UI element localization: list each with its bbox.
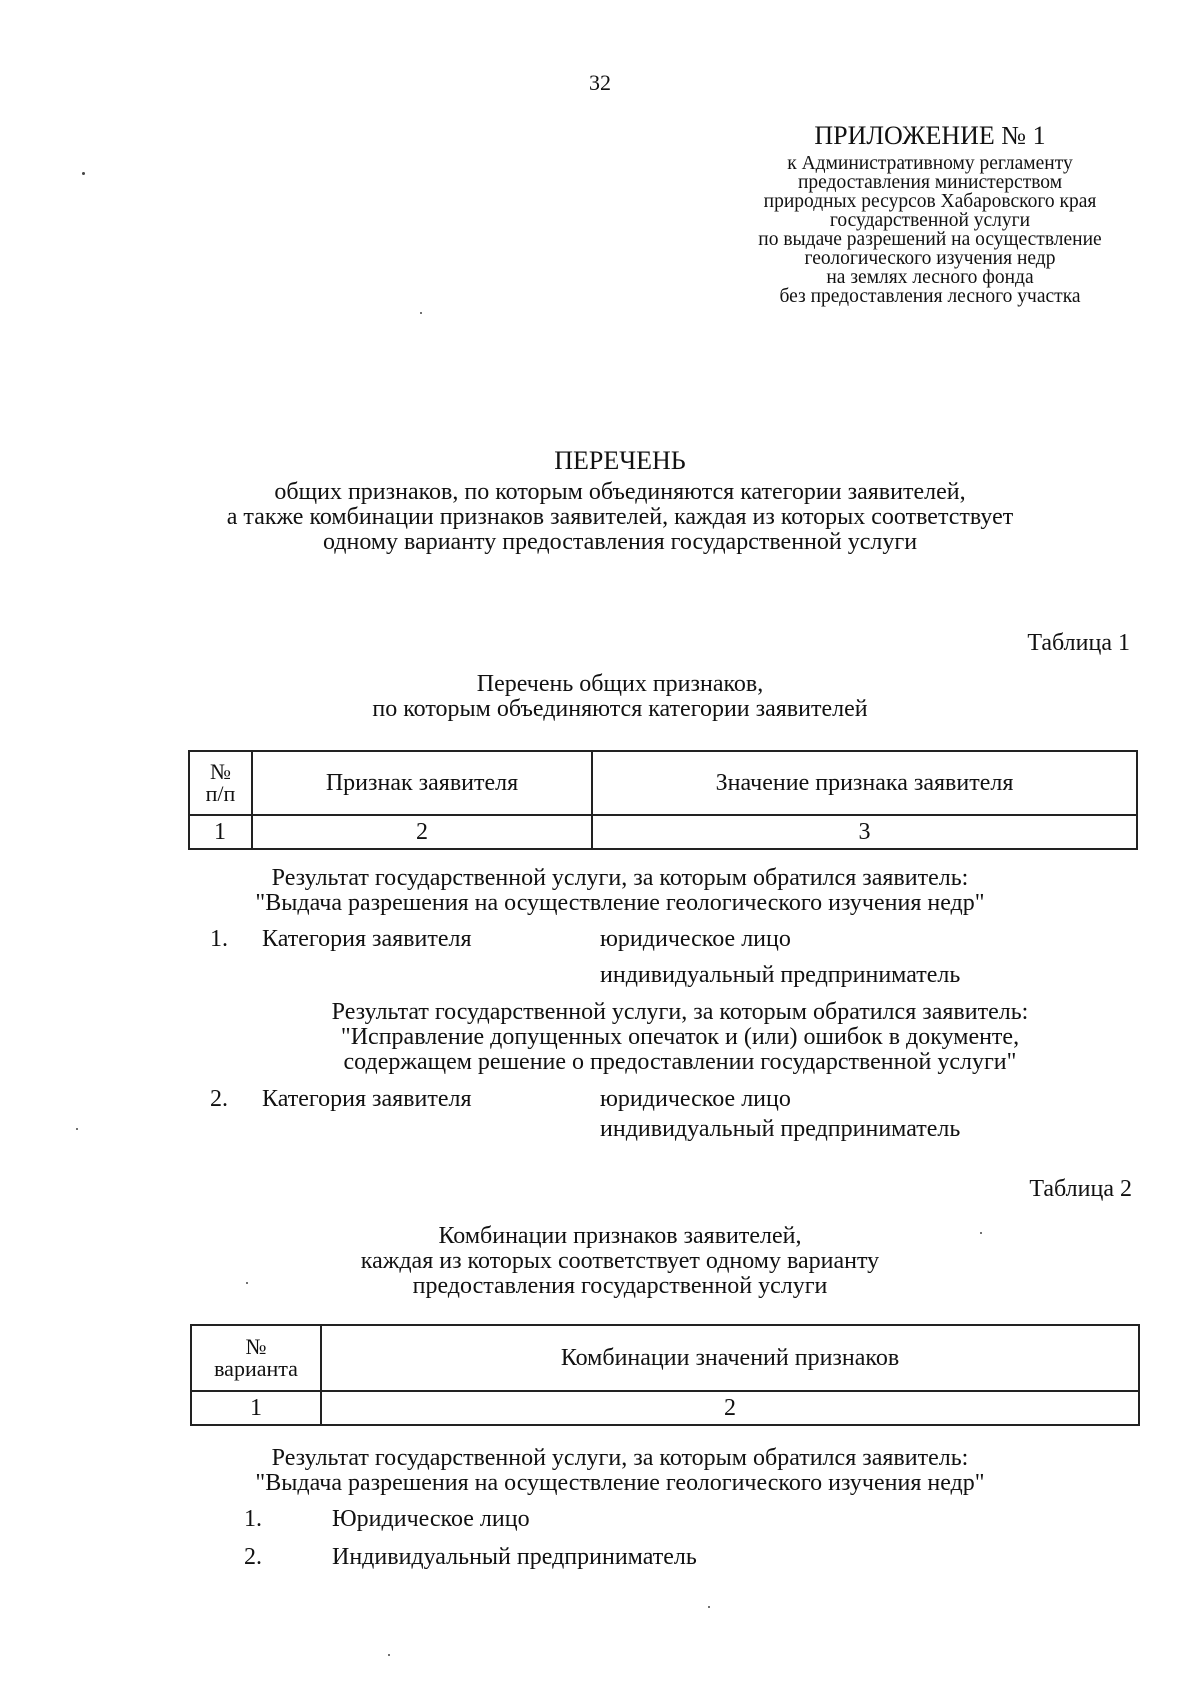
scan-speck xyxy=(388,1654,390,1656)
document-title-line: а также комбинации признаков заявителей, каждая из которых соответствует xyxy=(226,504,1014,530)
table2 xyxy=(190,1324,1140,1426)
result-line: Результат государственной услуги, за которым обратился заявитель: xyxy=(271,865,969,891)
table1-label: Таблица 1 xyxy=(1027,630,1130,656)
table2-header-combinations: Комбинации значений признаков xyxy=(321,1325,1139,1391)
result-line: содержащем решение о предоставлении государственной услуги" xyxy=(343,1049,1017,1075)
appendix-line: предоставления министерством xyxy=(797,172,1063,193)
table1-caption-line: Перечень общих признаков, xyxy=(476,671,764,697)
document-title xyxy=(100,446,1140,555)
result-line: "Выдача разрешения на осуществление геологического изучения недр" xyxy=(255,1470,985,1496)
table2-label: Таблица 2 xyxy=(1029,1176,1132,1202)
table2-col-number: 1 xyxy=(191,1391,321,1425)
table2-caption xyxy=(100,1224,1140,1299)
category-value: юридическое лицо xyxy=(600,926,791,952)
appendix-line: природных ресурсов Хабаровского края xyxy=(763,191,1097,212)
table1-col-number: 1 xyxy=(189,815,252,849)
category-value: индивидуальный предприниматель xyxy=(600,962,961,988)
scan-speck xyxy=(246,1282,248,1284)
scan-speck xyxy=(980,1232,982,1234)
table1-col-number: 2 xyxy=(252,815,592,849)
table1-section2-category: Категория заявителя xyxy=(262,1086,472,1112)
table2-caption-line: предоставления государственной услуги xyxy=(412,1273,828,1299)
appendix-line: геологического изучения недр xyxy=(804,248,1056,269)
result-line: Результат государственной услуги, за которым обратился заявитель: xyxy=(331,999,1029,1025)
table1 xyxy=(188,750,1138,850)
appendix-line: к Административному регламенту xyxy=(787,153,1073,174)
table1-section1-values xyxy=(600,924,960,990)
table1-header-value: Значение признака заявителя xyxy=(592,751,1137,815)
table2-item-text: Юридическое лицо xyxy=(332,1506,530,1532)
table2-header-variant: № варианта xyxy=(191,1325,321,1391)
table2-result xyxy=(120,1446,1120,1496)
scan-speck xyxy=(420,312,422,314)
document-title-line: общих признаков, по которым объединяются категории заявителей, xyxy=(274,479,966,505)
document-title-main: ПЕРЕЧЕНЬ xyxy=(554,446,686,475)
table1-caption xyxy=(100,672,1140,722)
appendix-header xyxy=(700,120,1160,306)
table2-item-number: 1. xyxy=(244,1506,262,1532)
table1-col-number: 3 xyxy=(592,815,1137,849)
table1-section2-values xyxy=(600,1084,960,1144)
table1-caption-line: по которым объединяются категории заявителей xyxy=(372,696,868,722)
table1-header-attribute: Признак заявителя xyxy=(252,751,592,815)
page-number: 32 xyxy=(589,70,611,95)
table1-section2-result xyxy=(240,1000,1120,1075)
scan-speck xyxy=(82,172,85,175)
document-title-line: одному варианту предоставления государственной услуги xyxy=(322,529,918,555)
table1-section1-number: 1. xyxy=(210,926,228,952)
appendix-title: ПРИЛОЖЕНИЕ № 1 xyxy=(814,121,1046,150)
result-line: "Исправление допущенных опечаток и (или) ошибок в документе, xyxy=(340,1024,1020,1050)
appendix-line: по выдаче разрешений на осуществление xyxy=(758,229,1102,250)
scan-speck xyxy=(76,1128,78,1130)
table2-col-number: 2 xyxy=(321,1391,1139,1425)
table2-item-text: Индивидуальный предприниматель xyxy=(332,1544,697,1570)
appendix-line: государственной услуги xyxy=(829,210,1031,231)
scan-speck xyxy=(708,1606,710,1608)
table2-item-number: 2. xyxy=(244,1544,262,1570)
category-value: индивидуальный предприниматель xyxy=(600,1116,961,1142)
result-line: "Выдача разрешения на осуществление геологического изучения недр" xyxy=(255,890,985,916)
table1-section2-number: 2. xyxy=(210,1086,228,1112)
appendix-line: без предоставления лесного участка xyxy=(779,286,1081,307)
table2-caption-line: каждая из которых соответствует одному варианту xyxy=(360,1248,880,1274)
table1-section1-result xyxy=(120,866,1120,916)
result-line: Результат государственной услуги, за которым обратился заявитель: xyxy=(271,1445,969,1471)
table2-caption-line: Комбинации признаков заявителей, xyxy=(438,1223,802,1249)
appendix-line: на землях лесного фонда xyxy=(826,267,1034,288)
category-value: юридическое лицо xyxy=(600,1086,791,1112)
table1-header-number: № п/п xyxy=(189,751,252,815)
table1-section1-category: Категория заявителя xyxy=(262,926,472,952)
